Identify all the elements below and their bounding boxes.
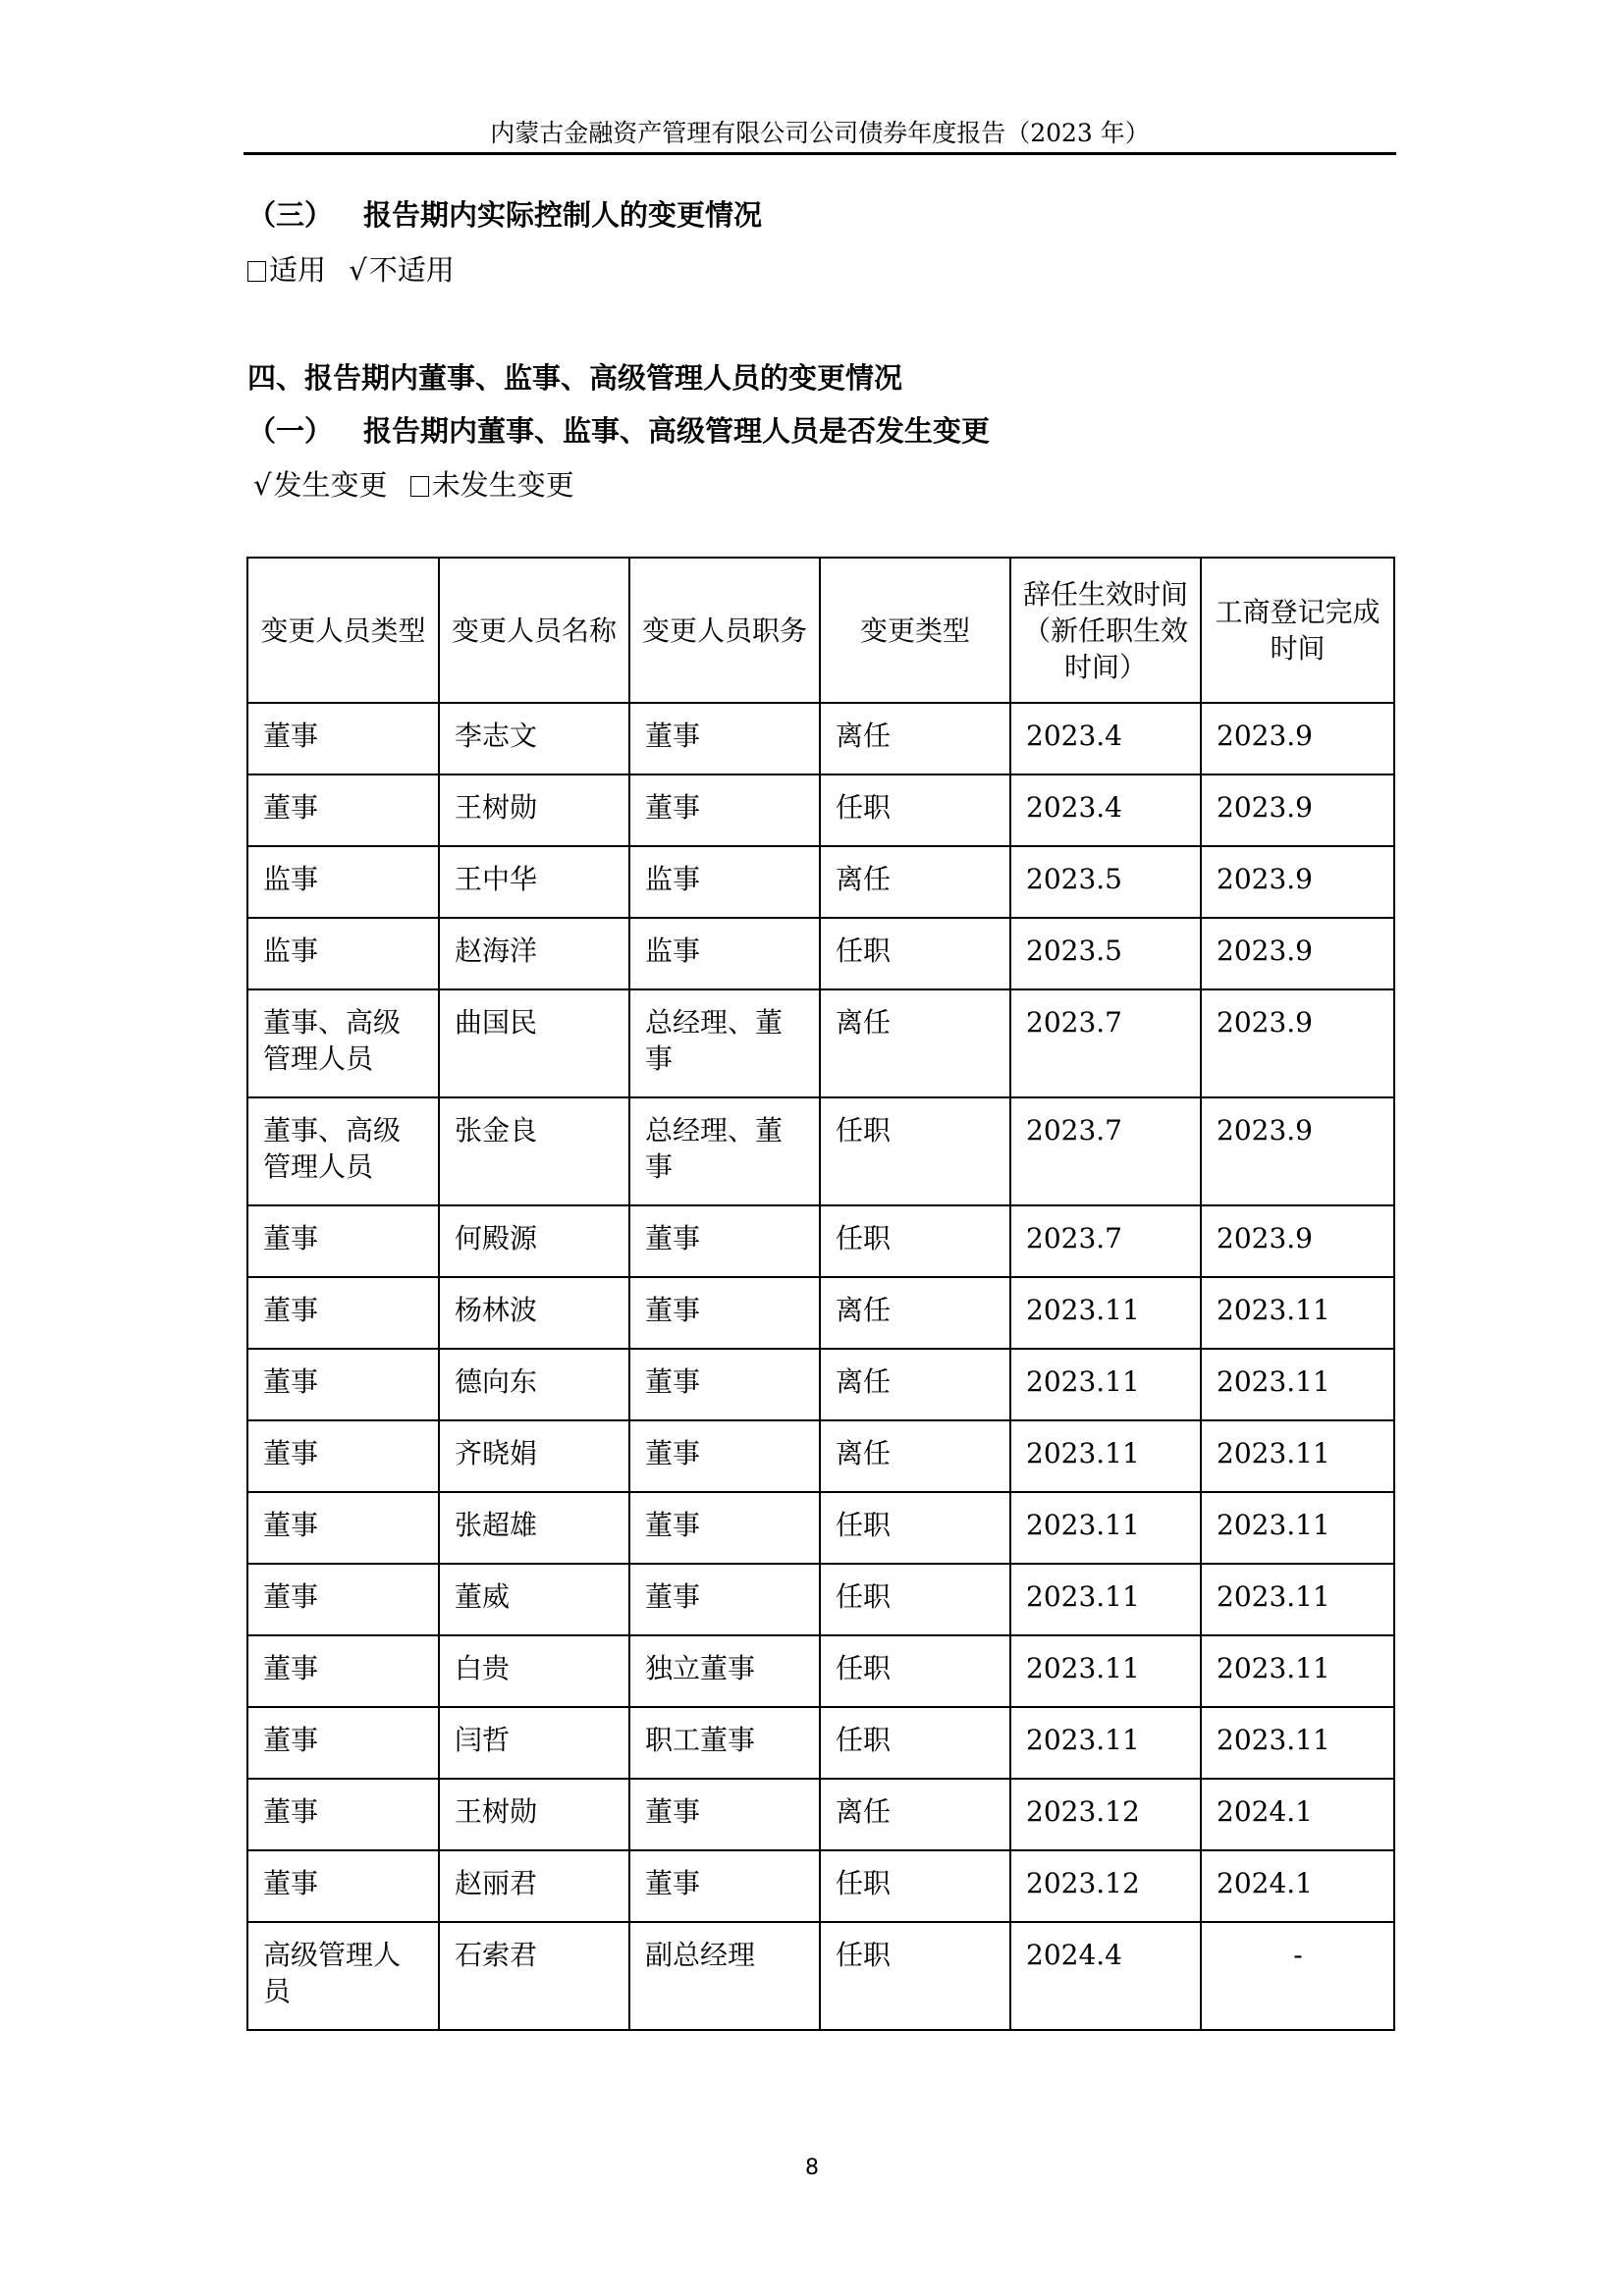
cell-effective-date: 2023.7 (1010, 1205, 1201, 1277)
cell-person-type: 高级管理人员 (247, 1922, 439, 2030)
cell-person-position: 董事 (629, 1779, 820, 1850)
cell-person-name: 王树勋 (439, 774, 629, 846)
table-row (247, 1420, 1394, 1492)
cell-person-position: 董事 (629, 1564, 820, 1635)
column-header-person-name: 变更人员名称 (439, 558, 629, 703)
cell-person-name: 赵丽君 (439, 1850, 629, 1922)
cell-person-name: 李志文 (439, 703, 629, 774)
cell-person-position: 董事 (629, 1850, 820, 1922)
cell-person-name: 赵海洋 (439, 918, 629, 989)
cell-person-name: 德向东 (439, 1349, 629, 1420)
cell-registration-date: 2023.9 (1201, 918, 1394, 989)
column-header-registration-date: 工商登记完成时间 (1201, 558, 1394, 703)
cell-person-name: 王树勋 (439, 1779, 629, 1850)
table-row (247, 1707, 1394, 1779)
table-row (247, 989, 1394, 1097)
cell-registration-date: 2023.11 (1201, 1349, 1394, 1420)
table-row (247, 1564, 1394, 1635)
cell-effective-date: 2023.12 (1010, 1779, 1201, 1850)
cell-change-type: 任职 (820, 1492, 1010, 1564)
cell-effective-date: 2023.11 (1010, 1707, 1201, 1779)
cell-person-name: 曲国民 (439, 989, 629, 1097)
section-3-number: （三） (247, 198, 334, 232)
cell-effective-date: 2024.4 (1010, 1922, 1201, 2030)
cell-change-type: 离任 (820, 703, 1010, 774)
cell-person-type: 董事 (247, 1277, 439, 1349)
cell-change-type: 离任 (820, 1277, 1010, 1349)
cell-registration-date: 2024.1 (1201, 1850, 1394, 1922)
section-4-1-number: （一） (247, 414, 334, 448)
cell-effective-date: 2023.11 (1010, 1349, 1201, 1420)
cell-effective-date: 2023.7 (1010, 1097, 1201, 1205)
option-applicable-label: 适用 (269, 253, 327, 287)
cell-registration-date: 2024.1 (1201, 1779, 1394, 1850)
cell-person-type: 董事 (247, 703, 439, 774)
checkbox-unchecked-icon (410, 476, 429, 497)
cell-person-name: 张金良 (439, 1097, 629, 1205)
cell-person-type: 董事 (247, 774, 439, 846)
cell-person-name: 董威 (439, 1564, 629, 1635)
cell-effective-date: 2023.11 (1010, 1277, 1201, 1349)
section-4-title: 四、报告期内董事、监事、高级管理人员的变更情况 (247, 361, 903, 395)
cell-change-type: 任职 (820, 918, 1010, 989)
table-row (247, 1205, 1394, 1277)
cell-person-position: 董事 (629, 1349, 820, 1420)
cell-registration-date: 2023.9 (1201, 703, 1394, 774)
option-changed[interactable] (253, 468, 388, 502)
cell-person-name: 齐晓娟 (439, 1420, 629, 1492)
option-unchanged[interactable] (410, 468, 574, 502)
cell-person-position: 董事 (629, 703, 820, 774)
cell-effective-date: 2023.11 (1010, 1492, 1201, 1564)
cell-effective-date: 2023.11 (1010, 1564, 1201, 1635)
table-row (247, 1922, 1394, 2030)
cell-person-type: 董事 (247, 1420, 439, 1492)
cell-effective-date: 2023.12 (1010, 1850, 1201, 1922)
cell-change-type: 任职 (820, 1097, 1010, 1205)
cell-change-type: 离任 (820, 1779, 1010, 1850)
cell-registration-date: 2023.11 (1201, 1635, 1394, 1707)
cell-change-type: 离任 (820, 1420, 1010, 1492)
cell-registration-date: 2023.9 (1201, 846, 1394, 918)
cell-person-position: 独立董事 (629, 1635, 820, 1707)
cell-registration-date: 2023.11 (1201, 1707, 1394, 1779)
cell-person-type: 董事 (247, 1707, 439, 1779)
cell-person-type: 董事 (247, 1564, 439, 1635)
section-4-1-title: 报告期内董事、监事、高级管理人员是否发生变更 (363, 414, 991, 448)
section-4-1-heading (247, 411, 990, 451)
cell-change-type: 离任 (820, 1349, 1010, 1420)
table-row (247, 1779, 1394, 1850)
page-header: 内蒙古金融资产管理有限公司公司债券年度报告（2023 年） (490, 119, 1150, 147)
cell-person-type: 董事 (247, 1205, 439, 1277)
cell-change-type: 离任 (820, 989, 1010, 1097)
cell-person-type: 董事 (247, 1850, 439, 1922)
cell-person-position: 职工董事 (629, 1707, 820, 1779)
cell-person-name: 王中华 (439, 846, 629, 918)
table-row (247, 846, 1394, 918)
section-3-options (247, 250, 468, 290)
cell-person-type: 监事 (247, 846, 439, 918)
cell-registration-date: 2023.9 (1201, 1205, 1394, 1277)
cell-person-type: 董事 (247, 1779, 439, 1850)
cell-change-type: 任职 (820, 1635, 1010, 1707)
cell-person-type: 监事 (247, 918, 439, 989)
cell-person-name: 白贵 (439, 1635, 629, 1707)
section-3-heading (247, 195, 762, 235)
cell-change-type: 任职 (820, 1564, 1010, 1635)
table-body (247, 703, 1394, 2030)
cell-effective-date: 2023.11 (1010, 1420, 1201, 1492)
cell-registration-date: 2023.9 (1201, 1097, 1394, 1205)
cell-change-type: 任职 (820, 1707, 1010, 1779)
cell-person-type: 董事 (247, 1349, 439, 1420)
cell-person-position: 董事 (629, 774, 820, 846)
table-row (247, 1277, 1394, 1349)
column-header-change-type: 变更类型 (820, 558, 1010, 703)
check-mark-icon: √ (349, 253, 367, 287)
table-row (247, 1492, 1394, 1564)
option-not-applicable-label: 不适用 (368, 253, 455, 287)
column-header-person-type: 变更人员类型 (247, 558, 439, 703)
table-row (247, 774, 1394, 846)
table-row (247, 703, 1394, 774)
cell-person-position: 董事 (629, 1277, 820, 1349)
cell-person-name: 闫哲 (439, 1707, 629, 1779)
cell-person-position: 副总经理 (629, 1922, 820, 2030)
cell-effective-date: 2023.5 (1010, 846, 1201, 918)
cell-person-position: 董事 (629, 1420, 820, 1492)
check-mark-icon: √ (253, 468, 272, 502)
table-row (247, 1850, 1394, 1922)
cell-person-name: 杨林波 (439, 1277, 629, 1349)
cell-person-position: 监事 (629, 918, 820, 989)
cell-registration-date: 2023.9 (1201, 989, 1394, 1097)
cell-registration-date: 2023.9 (1201, 774, 1394, 846)
cell-effective-date: 2023.11 (1010, 1635, 1201, 1707)
cell-person-type: 董事 (247, 1635, 439, 1707)
cell-change-type: 任职 (820, 1205, 1010, 1277)
checkbox-unchecked-icon (247, 261, 266, 282)
cell-person-name: 张超雄 (439, 1492, 629, 1564)
option-unchanged-label: 未发生变更 (431, 468, 574, 502)
option-changed-label: 发生变更 (273, 468, 388, 502)
header-rule (244, 152, 1396, 155)
cell-registration-date: 2023.11 (1201, 1564, 1394, 1635)
cell-change-type: 任职 (820, 1922, 1010, 2030)
cell-effective-date: 2023.7 (1010, 989, 1201, 1097)
cell-person-position: 董事 (629, 1492, 820, 1564)
column-header-effective-date: 辞任生效时间（新任职生效时间） (1010, 558, 1201, 703)
cell-person-position: 总经理、董事 (629, 989, 820, 1097)
cell-registration-date: 2023.11 (1201, 1492, 1394, 1564)
option-applicable[interactable] (247, 253, 326, 287)
cell-person-type: 董事 (247, 1492, 439, 1564)
cell-change-type: 任职 (820, 774, 1010, 846)
table-row (247, 918, 1394, 989)
cell-change-type: 离任 (820, 846, 1010, 918)
cell-person-position: 总经理、董事 (629, 1097, 820, 1205)
page-number: 8 (805, 2156, 819, 2180)
cell-change-type: 任职 (820, 1850, 1010, 1922)
section-4-1-options (253, 465, 588, 505)
cell-person-position: 监事 (629, 846, 820, 918)
section-3-title: 报告期内实际控制人的变更情况 (363, 198, 763, 232)
column-header-person-position: 变更人员职务 (629, 558, 820, 703)
table-row (247, 1635, 1394, 1707)
cell-person-name: 何殿源 (439, 1205, 629, 1277)
table-row (247, 1097, 1394, 1205)
cell-person-type: 董事、高级管理人员 (247, 1097, 439, 1205)
cell-registration-date: 2023.11 (1201, 1277, 1394, 1349)
cell-person-name: 石索君 (439, 1922, 629, 2030)
cell-registration-date: 2023.11 (1201, 1420, 1394, 1492)
personnel-changes-table (246, 557, 1395, 2031)
table-header-row (247, 558, 1394, 703)
option-not-applicable[interactable] (349, 253, 455, 287)
cell-effective-date: 2023.4 (1010, 703, 1201, 774)
cell-person-position: 董事 (629, 1205, 820, 1277)
cell-registration-date: - (1201, 1922, 1394, 2030)
table-row (247, 1349, 1394, 1420)
cell-effective-date: 2023.5 (1010, 918, 1201, 989)
cell-person-type: 董事、高级管理人员 (247, 989, 439, 1097)
cell-effective-date: 2023.4 (1010, 774, 1201, 846)
